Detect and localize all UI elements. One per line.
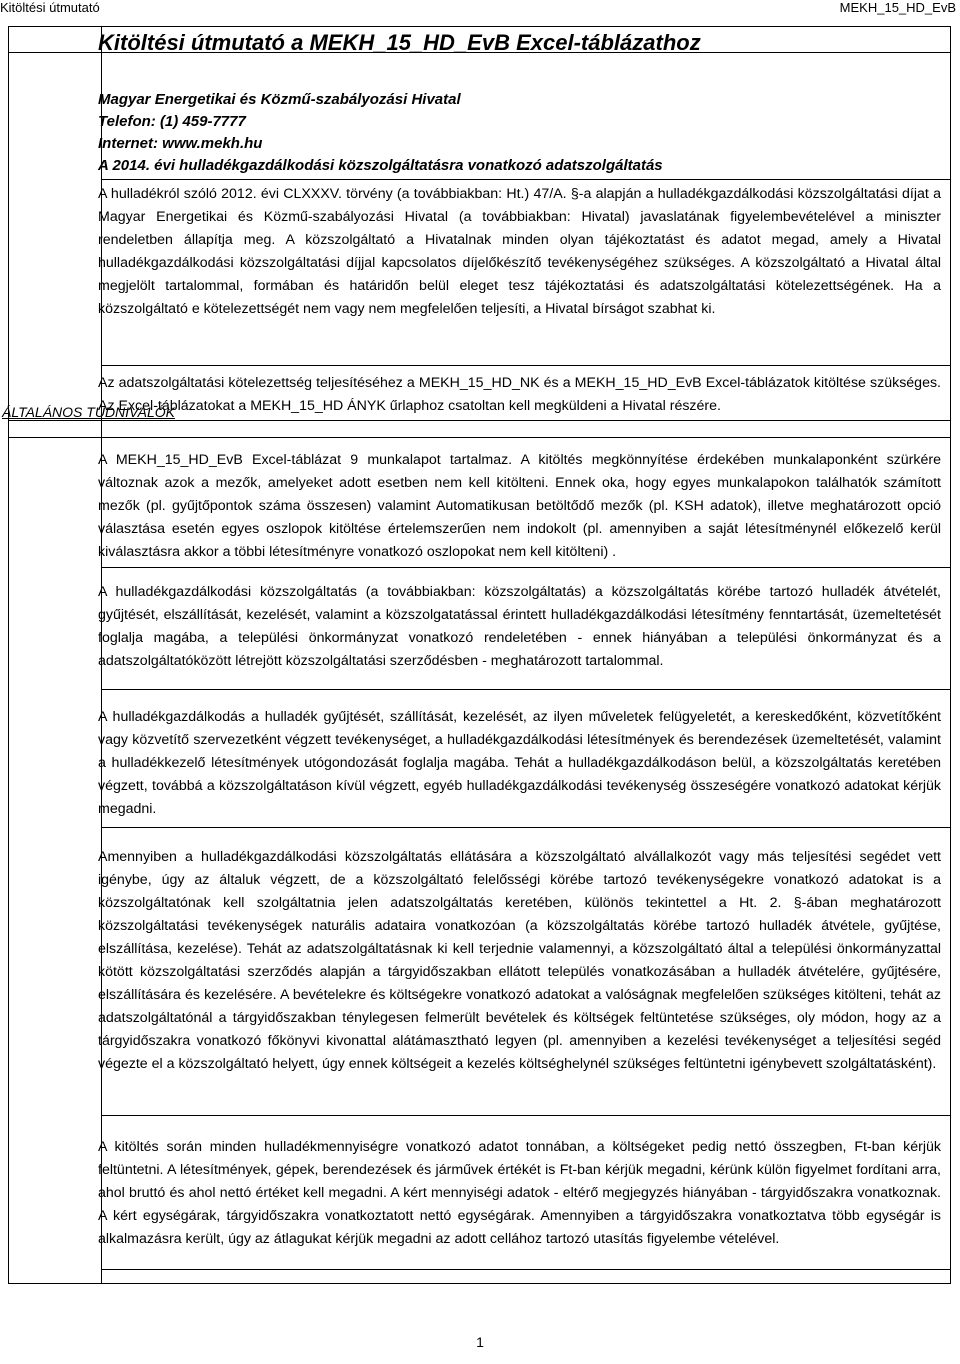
row-divider [101, 179, 950, 180]
org-name: Magyar Energetikai és Közmű-szabályozási Hivatal [98, 91, 461, 108]
header-right-text: MEKH_15_HD_EvB [839, 0, 956, 15]
document-title: Kitöltési útmutató a MEKH_15_HD_EvB Excel-táblázathoz [98, 30, 701, 55]
row-divider [101, 1115, 950, 1116]
general-paragraph-1: A MEKH_15_HD_EvB Excel-táblázat 9 munkalapot tartalmaz. A kitöltés megkönnyítése érdekében munkalaponként szürkére változnak azok a mezők, amelyeket adott esetben nem kell kitölteni. Ennek oka, hogy egyes munkalapokon találhatók számított mezők (pl. gyűjtőpontok száma összesen) valamint Automatikusan betöltődő mezők (pl. KSH adatok), illetve meghatározott opció választása esetén egyes oszlopok kitöltése értelemszerűen nem indokolt (pl. amennyiben a saját létesítménynél előkezelő kerül kiválasztásra akkor a többi létesítményre vonatkozó oszlopokat nem kell kitölteni) . [98, 452, 941, 560]
subject-line: A 2014. évi hulladékgazdálkodási közszolgáltatásra vonatkozó adatszolgáltatás [98, 157, 663, 174]
general-paragraph-4: Amennyiben a hulladékgazdálkodási közszolgáltatás ellátására a közszolgáltató alvállalkozót vagy más teljesítési segédet vett igénybe, úgy az általuk végzett, de a közszolgáltató felelősségi körébe tartozó tevékenységekre vonatkozó adatokat is a közszolgáltatónak kell szolgáltatnia jelen adatszolgáltatás keretében, különös tekintettel a Ht. 2. §-ában meghatározott közszolgáltatási tevékenységek naturális adataira vonatkozóan (a közszolgáltatás körébe tartozó hulladék átvétele, gyűjtése, elszállítása, kezelése). Tehát az adatszolgáltatásnak ki kell terjednie valamennyi, a közszolgáltató által a települési önkormányzattal kötött közszolgáltatási szerződés alapján a tárgyidőszakban ellátott település vonatkozásában a hulladék átvételére, gyűjtésére, elszállítására és kezelésére. A bevételekre és költségekre vonatkozó adatokat a valóságnak megfelelően szükséges kitölteni, tehát az adatszolgáltatónál a tárgyidőszakban ténylegesen felmerült bevételek és költségek feltüntetése szükséges, oly módon, hogy az a tárgyidőszakra vonatkozó főkönyvi kivonattal alátámasztható legyen (pl. amennyiben a kezelési tevékenységet a teljesítési segéd végezte el a közszolgáltató helyett, úgy ennek költségeit a kezelés költséghelynél szükséges feltüntetni igénybevett szolgáltatásként). [98, 849, 941, 1072]
header-left-text: Kitöltési útmutató [0, 0, 100, 15]
row-divider [9, 437, 950, 438]
general-paragraph-3: A hulladékgazdálkodás a hulladék gyűjtését, szállítását, kezelését, az ilyen műveletek felügyeletét, a kereskedőként, közvetítőként vagy közvetítő szervezetként végzett tevékenységet, a hulladékgazdálkodási létesítmények és berendezések üzemeltetését, valamint a hulladékkezelő létesítmények utógondozását foglalja magába. Tehát a hulladékgazdálkodáson belül, a közszolgáltatás keretében végzett, továbbá a közszolgáltatáson kívül végzett, egyéb hulladékgazdálkodási tevékenység összeségére vonatkozó adatokat kérjük megadni. [98, 709, 941, 817]
general-paragraph-2: A hulladékgazdálkodási közszolgáltatás (a továbbiakban: közszolgáltatás) a közszolgáltatás körébe tartozó hulladék átvételét, gyűjtését, elszállítását, kezelését, valamint a közszolgatatással érintett hulladékgazdálkodási létesítmény fenntartását, üzemeltetését foglalja magába, a települési önkormányzat vonatkozó rendeletében - ennek hiányában a települési önkormányzat és a adatszolgáltatóközött létrejött közszolgáltatási szerződésben - meghatározott tartalommal. [98, 584, 941, 669]
intro-paragraph-2: Az adatszolgáltatási kötelezettség teljesítéséhez a MEKH_15_HD_NK és a MEKH_15_HD_EvB Excel-táblázatok kitöltése szükséges. Az Excel-táblázatokat a MEKH_15_HD ÁNYK űrlaphoz csatoltan kell megküldeni a Hivatal részére. [98, 375, 941, 414]
row-divider [101, 827, 950, 828]
intro-paragraph-1: A hulladékról szóló 2012. évi CLXXXV. törvény (a továbbiakban: Ht.) 47/A. §-a alapján a hulladékgazdálkodási közszolgáltatási díjat a Magyar Energetikai és Közmű-szabályozási Hivatal (a továbbiakban: Hivatal) javaslatának figyelembevételével a miniszter rendeletben állapítja meg. A közszolgáltató a Hivatalnak minden olyan tájékoztatást és adatot megad, amely a Hivatal hulladékgazdálkodási közszolgáltatási díjjal kapcsolatos díjelőkészítő tevékenységéhez szükséges. A közszolgáltató a Hivatal által megjelölt tartalommal, formában és határidőn belül eleget tesz tájékoztatási és adatszolgáltatási kötelezettségének. Ha a közszolgáltató e kötelezettségét nem vagy nem megfelelően teljesíti, a Hivatal bírságot szabhat ki. [98, 186, 941, 317]
row-divider [101, 1269, 950, 1270]
phone-line: Telefon: (1) 459-7777 [98, 113, 246, 130]
web-line: Internet: www.mekh.hu [98, 135, 263, 152]
page-number: 1 [476, 1334, 484, 1350]
row-divider [101, 567, 950, 568]
section-heading: ÁLTALÁNOS TUDNIVALÓK [2, 404, 175, 420]
page-header [0, 0, 960, 16]
row-divider [101, 689, 950, 690]
general-paragraph-5: A kitöltés során minden hulladékmennyiségre vonatkozó adatot tonnában, a költségeket pedig nettó összegben, Ft-ban kérjük feltüntetni. A létesítmények, gépek, berendezések és járművek értékét is Ft-ban kérjük megadni, kérünk külön figyelmet fordítani arra, ahol bruttó és ahol nettó értéket kell megadni. A kért mennyiségi adatok - eltérő megjegyzés hiányában - tárgyidőszakra vonatkoznak. A kért egységárak, tárgyidőszakra vonatkoztatott nettó egységárak. Amennyiben a tárgyidőszakra vonatkoztatva több egységár is alkalmazásra került, úgy az átlagukat kérjük megadni az adott cellához tartozó utasítás figyelembe vételével. [98, 1139, 941, 1247]
row-divider [101, 365, 950, 366]
